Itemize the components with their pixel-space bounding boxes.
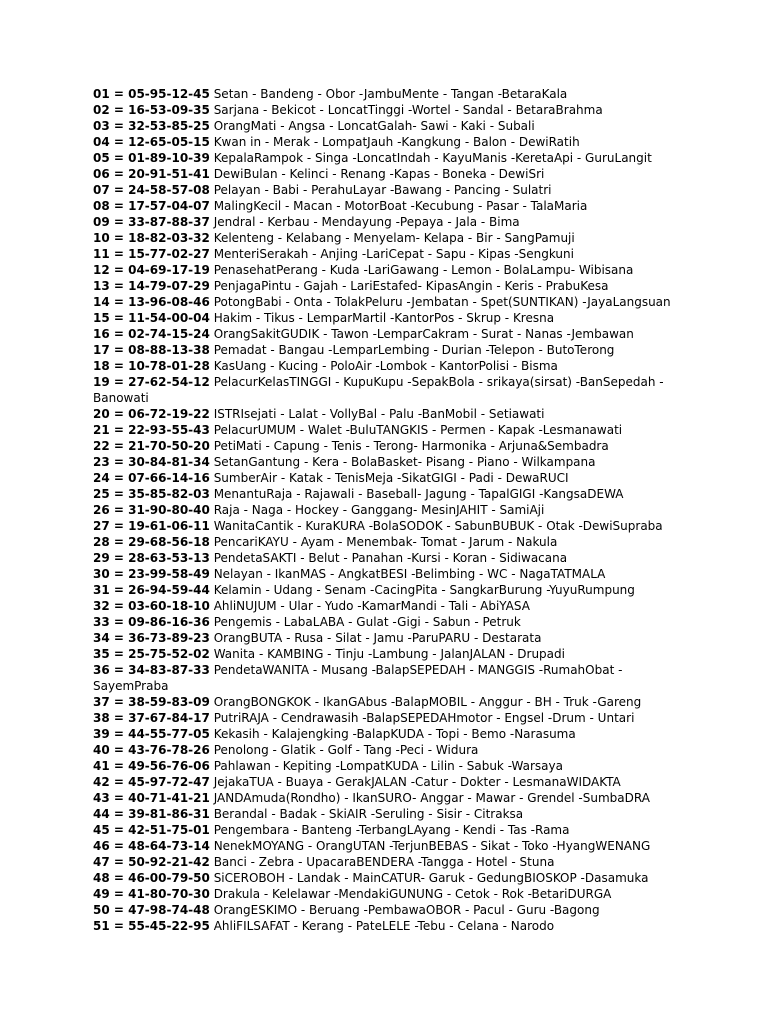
list-item [93, 518, 683, 534]
list-item [93, 182, 683, 198]
entry-text: Berandal - Badak - SkiAIR -Seruling - Sisir - Citraksa [213, 807, 524, 821]
list-item [93, 102, 683, 118]
entry-code: 15 = 11-54-00-04 [93, 311, 210, 325]
entry-text: MenteriSerakah - Anjing -LariCepat - Sapu - Kipas -Sengkuni [213, 247, 574, 261]
list-item [93, 582, 683, 598]
entry-code: 11 = 15-77-02-27 [93, 247, 210, 261]
entry-text: JANDAmuda(Rondho) - IkanSURO- Anggar - Mawar - Grendel -SumbaDRA [213, 791, 650, 805]
list-item [93, 406, 683, 422]
list-item [93, 246, 683, 262]
entry-text: Raja - Naga - Hockey - Ganggang- MesinJAHIT - SamiAji [213, 503, 545, 517]
entry-code: 45 = 42-51-75-01 [93, 823, 210, 837]
entry-text: Nelayan - IkanMAS - AngkatBESI -Belimbing - WC - NagaTATMALA [213, 567, 606, 581]
entry-text: PotongBabi - Onta - TolakPeluru -Jembatan - Spet(SUNTIKAN) -JayaLangsuan [213, 295, 671, 309]
entry-text: MenantuRaja - Rajawali - Baseball- Jagung - TapalGIGI -KangsaDEWA [213, 487, 624, 501]
list-item [93, 598, 683, 614]
list-item [93, 214, 683, 230]
entry-code: 46 = 48-64-73-14 [93, 839, 210, 853]
entry-text: Setan - Bandeng - Obor -JambuMente - Tangan -BetaraKala [213, 87, 568, 101]
list-item [93, 758, 683, 774]
entry-code: 14 = 13-96-08-46 [93, 295, 210, 309]
entry-text: Penolong - Glatik - Golf - Tang -Peci - Widura [213, 743, 479, 757]
entry-text: Hakim - Tikus - LemparMartil -KantorPos - Skrup - Kresna [213, 311, 555, 325]
list-item [93, 294, 683, 310]
entry-text: Pemadat - Bangau -LemparLembing - Durian -Telepon - ButoTerong [213, 343, 615, 357]
list-item [93, 118, 683, 134]
entry-code: 50 = 47-98-74-48 [93, 903, 210, 917]
entry-code: 35 = 25-75-52-02 [93, 647, 210, 661]
entry-text: PendetaSAKTI - Belut - Panahan -Kursi - Koran - Sidiwacana [213, 551, 568, 565]
list-item [93, 838, 683, 854]
entry-text: PutriRAJA - Cendrawasih -BalapSEPEDAHmotor - Engsel -Drum - Untari [213, 711, 635, 725]
list-item [93, 230, 683, 246]
entry-code: 39 = 44-55-77-05 [93, 727, 210, 741]
list-item [93, 886, 683, 902]
entry-text: Pengemis - LabaLABA - Gulat -Gigi - Sabun - Petruk [213, 615, 521, 629]
list-item [93, 278, 683, 294]
entry-text: MalingKecil - Macan - MotorBoat -Kecubung - Pasar - TalaMaria [213, 199, 588, 213]
entry-text: PendetaWANITA - Musang -BalapSEPEDAH - MANGGIS -RumahObat - SayemPraba [93, 663, 623, 693]
list-item [93, 822, 683, 838]
entry-text: SetanGantung - Kera - BolaBasket- Pisang - Piano - Wilkampana [213, 455, 596, 469]
entry-code: 38 = 37-67-84-17 [93, 711, 210, 725]
list-item [93, 486, 683, 502]
entry-code: 21 = 22-93-55-43 [93, 423, 210, 437]
list-item [93, 742, 683, 758]
entry-text: SiCEROBOH - Landak - MainCATUR- Garuk - GedungBIOSKOP -Dasamuka [213, 871, 649, 885]
entry-code: 33 = 09-86-16-36 [93, 615, 210, 629]
list-item [93, 726, 683, 742]
entry-text: KepalaRampok - Singa -LoncatIndah - KayuManis -KeretaApi - GuruLangit [213, 151, 652, 165]
entry-code: 02 = 16-53-09-35 [93, 103, 210, 117]
entry-text: SumberAir - Katak - TenisMeja -SikatGIGI - Padi - DewaRUCI [213, 471, 569, 485]
entry-code: 10 = 18-82-03-32 [93, 231, 210, 245]
entry-code: 22 = 21-70-50-20 [93, 439, 210, 453]
list-item [93, 150, 683, 166]
entry-code: 32 = 03-60-18-10 [93, 599, 210, 613]
entry-code: 41 = 49-56-76-06 [93, 759, 210, 773]
entry-code: 43 = 40-71-41-21 [93, 791, 210, 805]
entry-code: 51 = 55-45-22-95 [93, 919, 210, 933]
entry-text: OrangSakitGUDIK - Tawon -LemparCakram - Surat - Nanas -Jembawan [213, 327, 634, 341]
entry-text: OrangESKIMO - Beruang -PembawaOBOR - Pacul - Guru -Bagong [213, 903, 600, 917]
document-body [93, 86, 683, 934]
list-item [93, 310, 683, 326]
entry-code: 19 = 27-62-54-12 [93, 375, 210, 389]
entry-code: 47 = 50-92-21-42 [93, 855, 210, 869]
entry-text: Pengembara - Banteng -TerbangLAyang - Kendi - Tas -Rama [213, 823, 570, 837]
entry-text: Kelenteng - Kelabang - Menyelam- Kelapa - Bir - SangPamuji [213, 231, 575, 245]
entry-code: 16 = 02-74-15-24 [93, 327, 210, 341]
entry-text: OrangBUTA - Rusa - Silat - Jamu -ParuPARU - Destarata [213, 631, 542, 645]
entry-code: 12 = 04-69-17-19 [93, 263, 210, 277]
entry-code: 48 = 46-00-79-50 [93, 871, 210, 885]
list-item [93, 566, 683, 582]
entry-code: 28 = 29-68-56-18 [93, 535, 210, 549]
entry-code: 29 = 28-63-53-13 [93, 551, 210, 565]
entry-text: Kwan in - Merak - LompatJauh -Kangkung - Balon - DewiRatih [213, 135, 580, 149]
entry-code: 01 = 05-95-12-45 [93, 87, 210, 101]
list-item [93, 790, 683, 806]
entry-code: 30 = 23-99-58-49 [93, 567, 210, 581]
list-item [93, 438, 683, 454]
list-item [93, 806, 683, 822]
entry-code: 49 = 41-80-70-30 [93, 887, 210, 901]
entry-code: 44 = 39-81-86-31 [93, 807, 210, 821]
list-item [93, 854, 683, 870]
list-item [93, 342, 683, 358]
list-item [93, 694, 683, 710]
entry-text: PenasehatPerang - Kuda -LariGawang - Lemon - BolaLampu- Wibisana [213, 263, 634, 277]
entry-text: PencariKAYU - Ayam - Menembak- Tomat - Jarum - Nakula [213, 535, 558, 549]
entry-text: OrangMati - Angsa - LoncatGalah- Sawi - Kaki - Subali [213, 119, 535, 133]
entry-code: 03 = 32-53-85-25 [93, 119, 210, 133]
list-item [93, 502, 683, 518]
entry-code: 40 = 43-76-78-26 [93, 743, 210, 757]
list-item [93, 646, 683, 662]
entry-text: KasUang - Kucing - PoloAir -Lombok - KantorPolisi - Bisma [213, 359, 558, 373]
entry-code: 04 = 12-65-05-15 [93, 135, 210, 149]
entry-code: 26 = 31-90-80-40 [93, 503, 210, 517]
entry-text: WanitaCantik - KuraKURA -BolaSODOK - SabunBUBUK - Otak -DewiSupraba [213, 519, 663, 533]
entry-text: PenjagaPintu - Gajah - LariEstafed- KipasAngin - Keris - PrabuKesa [213, 279, 609, 293]
entry-code: 13 = 14-79-07-29 [93, 279, 210, 293]
entry-code: 37 = 38-59-83-09 [93, 695, 210, 709]
entry-code: 08 = 17-57-04-07 [93, 199, 210, 213]
entry-code: 27 = 19-61-06-11 [93, 519, 210, 533]
list-item [93, 326, 683, 342]
entry-text: NenekMOYANG - OrangUTAN -TerjunBEBAS - Sikat - Toko -HyangWENANG [213, 839, 651, 853]
entry-text: Kelamin - Udang - Senam -CacingPita - SangkarBurung -YuyuRumpung [213, 583, 635, 597]
list-item [93, 198, 683, 214]
entry-code: 09 = 33-87-88-37 [93, 215, 210, 229]
list-item [93, 422, 683, 438]
entry-text: AhliNUJUM - Ular - Yudo -KamarMandi - Tali - AbiYASA [213, 599, 530, 613]
entry-text: Drakula - Kelelawar -MendakiGUNUNG - Cetok - Rok -BetariDURGA [213, 887, 612, 901]
entry-code: 31 = 26-94-59-44 [93, 583, 210, 597]
entry-text: AhliFILSAFAT - Kerang - PateLELE -Tebu - Celana - Narodo [213, 919, 555, 933]
entry-text: PetiMati - Capung - Tenis - Terong- Harmonika - Arjuna&Sembadra [213, 439, 609, 453]
entry-text: PelacurUMUM - Walet -BuluTANGKIS - Permen - Kapak -Lesmanawati [213, 423, 623, 437]
entry-code: 07 = 24-58-57-08 [93, 183, 210, 197]
entry-text: JejakaTUA - Buaya - GerakJALAN -Catur - Dokter - LesmanaWIDAKTA [213, 775, 621, 789]
entry-text: Kekasih - Kalajengking -BalapKUDA - Topi - Bemo -Narasuma [213, 727, 576, 741]
entry-code: 20 = 06-72-19-22 [93, 407, 210, 421]
list-item [93, 870, 683, 886]
list-item [93, 534, 683, 550]
entry-code: 17 = 08-88-13-38 [93, 343, 210, 357]
list-item [93, 902, 683, 918]
list-item [93, 262, 683, 278]
entry-code: 36 = 34-83-87-33 [93, 663, 210, 677]
entry-text: PelacurKelasTINGGI - KupuKupu -SepakBola - srikaya(sirsat) -BanSepedah - Banowati [93, 375, 664, 405]
list-item [93, 374, 683, 406]
list-item [93, 550, 683, 566]
entry-text: OrangBONGKOK - IkanGAbus -BalapMOBIL - Anggur - BH - Truk -Gareng [213, 695, 642, 709]
list-item [93, 614, 683, 630]
list-item [93, 630, 683, 646]
list-item [93, 662, 683, 694]
entry-code: 23 = 30-84-81-34 [93, 455, 210, 469]
entry-text: Jendral - Kerbau - Mendayung -Pepaya - Jala - Bima [213, 215, 520, 229]
entry-code: 42 = 45-97-72-47 [93, 775, 210, 789]
entry-code: 06 = 20-91-51-41 [93, 167, 210, 181]
entry-text: ISTRIsejati - Lalat - VollyBal - Palu -BanMobil - Setiawati [213, 407, 545, 421]
entry-code: 25 = 35-85-82-03 [93, 487, 210, 501]
list-item [93, 454, 683, 470]
entry-text: Wanita - KAMBING - Tinju -Lambung - JalanJALAN - Drupadi [213, 647, 565, 661]
list-item [93, 358, 683, 374]
list-item [93, 774, 683, 790]
entry-text: Sarjana - Bekicot - LoncatTinggi -Wortel - Sandal - BetaraBrahma [213, 103, 603, 117]
list-item [93, 470, 683, 486]
entry-code: 34 = 36-73-89-23 [93, 631, 210, 645]
entry-text: DewiBulan - Kelinci - Renang -Kapas - Boneka - DewiSri [213, 167, 545, 181]
list-item [93, 166, 683, 182]
entry-code: 05 = 01-89-10-39 [93, 151, 210, 165]
list-item [93, 86, 683, 102]
entry-text: Pahlawan - Kepiting -LompatKUDA - Lilin - Sabuk -Warsaya [213, 759, 563, 773]
list-item [93, 710, 683, 726]
list-item [93, 134, 683, 150]
entry-text: Banci - Zebra - UpacaraBENDERA -Tangga - Hotel - Stuna [213, 855, 555, 869]
entry-code: 18 = 10-78-01-28 [93, 359, 210, 373]
list-item [93, 918, 683, 934]
entry-code: 24 = 07-66-14-16 [93, 471, 210, 485]
entry-text: Pelayan - Babi - PerahuLayar -Bawang - Pancing - Sulatri [213, 183, 552, 197]
